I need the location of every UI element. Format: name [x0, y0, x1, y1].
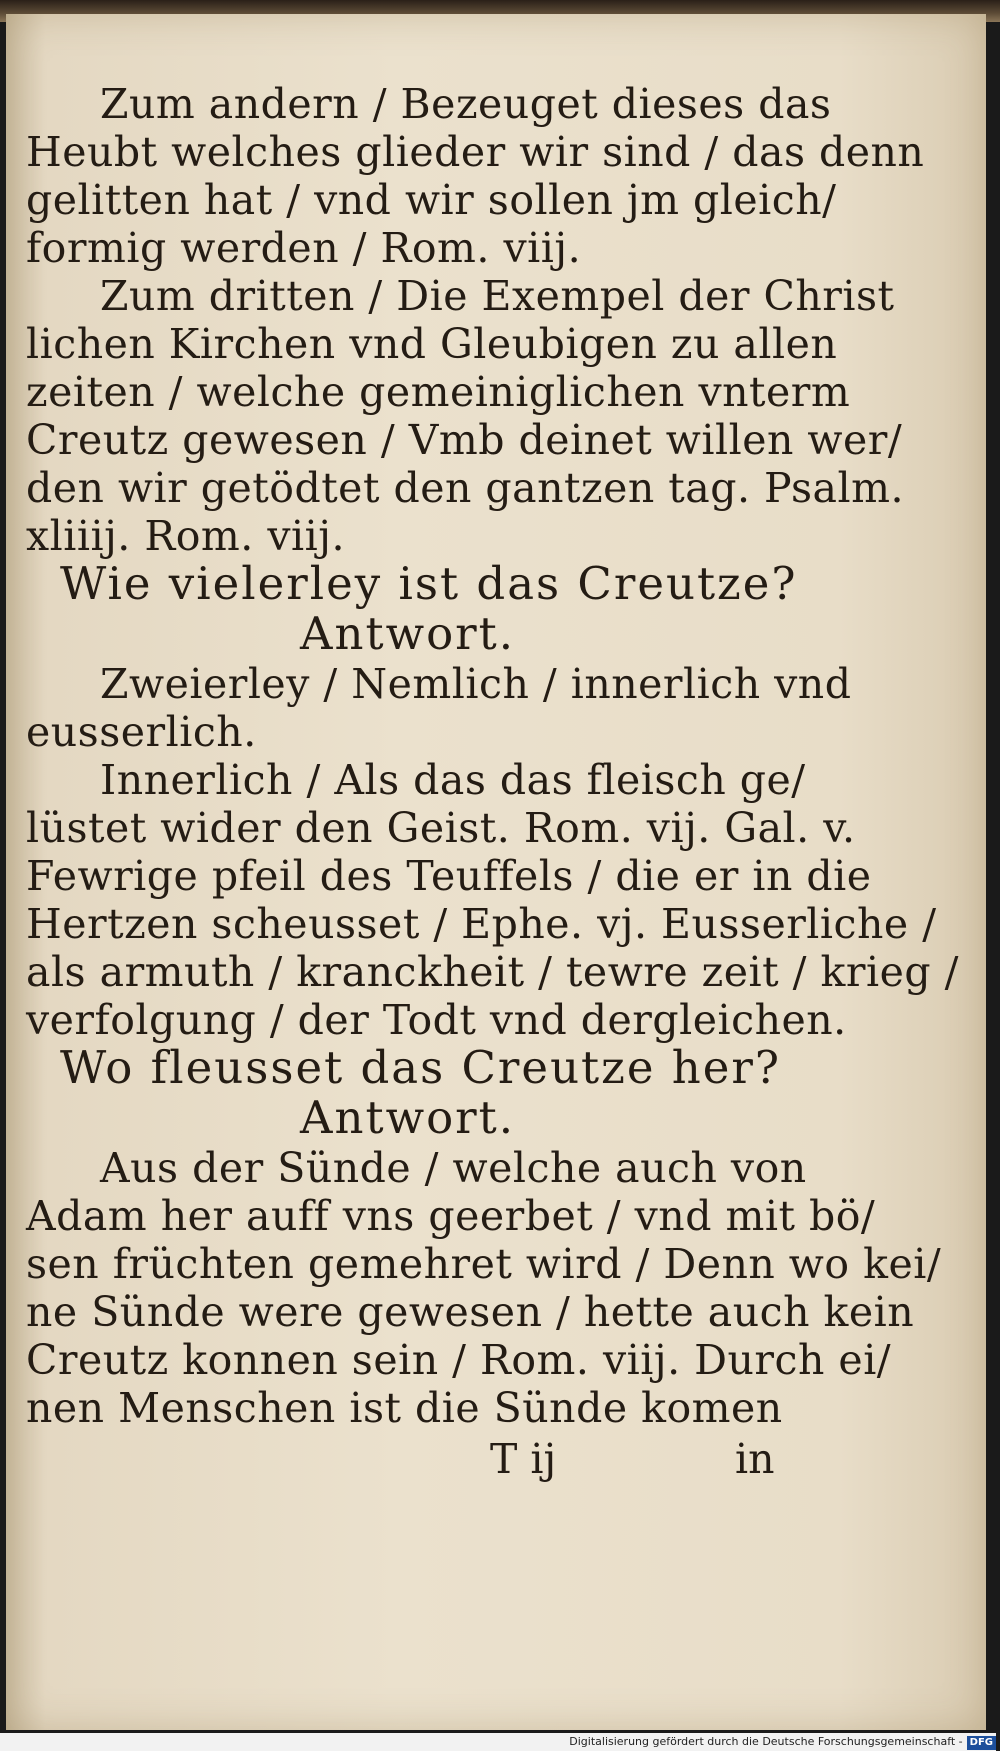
text-line: nen Menschen ist die Sünde komen — [26, 1384, 783, 1432]
text-line: verfolgung / der Todt vnd dergleichen. — [26, 996, 847, 1044]
text-line: Hertzen scheusset / Ephe. vj. Eusserliche / — [26, 900, 937, 948]
text-line: Creutz konnen sein / Rom. viij. Durch ei/ — [26, 1336, 892, 1384]
text-line: sen früchten gemehret wird / Denn wo kei/ — [26, 1240, 942, 1288]
digitization-footer — [0, 1733, 996, 1751]
text-line: zeiten / welche gemeiniglichen vnterm — [26, 368, 851, 416]
dfg-logo: DFG — [967, 1736, 996, 1750]
section-heading: Wie vielerley ist das Creutze? — [60, 557, 798, 610]
section-heading: Antwort. — [300, 1091, 516, 1144]
text-line: Zum andern / Bezeuget dieses das — [100, 80, 832, 128]
section-heading: Antwort. — [300, 607, 516, 660]
text-line: Fewrige pfeil des Teuffels / die er in die — [26, 852, 872, 900]
text-line: Adam her auff vns geerbet / vnd mit bö/ — [26, 1192, 876, 1240]
text-line: Zum dritten / Die Exempel der Christ — [100, 272, 895, 320]
text-line: gelitten hat / vnd wir sollen jm gleich/ — [26, 176, 837, 224]
text-line: Creutz gewesen / Vmb deinet willen wer/ — [26, 416, 903, 464]
text-line: formig werden / Rom. viij. — [26, 224, 582, 272]
text-line: xliiij. Rom. viij. — [26, 512, 345, 560]
text-line: ne Sünde were gewesen / hette auch kein — [26, 1288, 915, 1336]
catchword: in — [735, 1435, 775, 1483]
text-line: Heubt welches glieder wir sind / das denn — [26, 128, 925, 176]
signature-mark: T ij — [490, 1435, 557, 1483]
text-line: als armuth / kranckheit / tewre zeit / krieg / — [26, 948, 959, 996]
text-line: lüstet wider den Geist. Rom. vij. Gal. v. — [26, 804, 856, 852]
text-line: Zweierley / Nemlich / innerlich vnd — [100, 660, 852, 708]
text-line: den wir getödtet den gantzen tag. Psalm. — [26, 464, 904, 512]
text-line: Aus der Sünde / welche auch von — [100, 1144, 807, 1192]
text-line: lichen Kirchen vnd Gleubigen zu allen — [26, 320, 838, 368]
footer-credit: Digitalisierung gefördert durch die Deutsche Forschungsgemeinschaft - — [569, 1735, 963, 1748]
section-heading: Wo fleusset das Creutze her? — [60, 1041, 782, 1094]
text-line: Innerlich / Als das das fleisch ge/ — [100, 756, 806, 804]
text-line: eusserlich. — [26, 708, 257, 756]
